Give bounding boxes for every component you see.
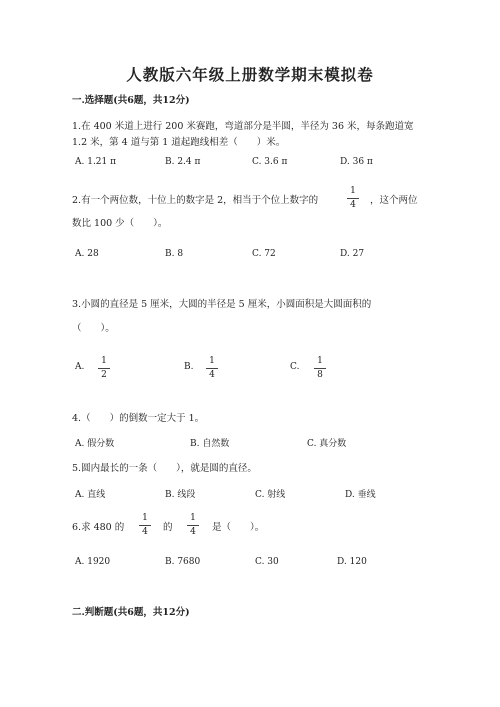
fraction-denominator: 8 bbox=[317, 370, 323, 380]
fraction-bar bbox=[98, 368, 110, 369]
question-4-option-b: B. 自然数 bbox=[190, 439, 230, 449]
fraction-bar bbox=[187, 525, 199, 526]
question-3-option-a-fraction bbox=[97, 356, 111, 381]
question-5-option-d: D. 垂线 bbox=[345, 490, 376, 500]
page-title: 人教版六年级上册数学期末模拟卷 bbox=[126, 65, 374, 84]
question-1-option-b: B. 2.4 π bbox=[165, 157, 201, 167]
fraction-numerator: 1 bbox=[142, 513, 148, 523]
fraction-denominator: 4 bbox=[190, 527, 196, 537]
question-6-option-c: C. 30 bbox=[255, 557, 279, 567]
question-6-middle: 的 bbox=[163, 522, 173, 533]
question-6-suffix: 是（ ）。 bbox=[212, 522, 265, 533]
fraction-numerator: 1 bbox=[209, 356, 215, 366]
question-2-option-a: A. 28 bbox=[75, 249, 99, 259]
fraction-denominator: 4 bbox=[209, 370, 215, 380]
fraction-bar bbox=[206, 368, 218, 369]
question-2-option-d: D. 27 bbox=[340, 249, 365, 259]
question-6-option-b: B. 7680 bbox=[165, 557, 201, 567]
question-4-option-c: C. 真分数 bbox=[307, 439, 347, 449]
fraction-numerator: 1 bbox=[101, 356, 107, 366]
fraction-numerator: 1 bbox=[190, 513, 196, 523]
question-4-option-a: A. 假分数 bbox=[75, 439, 115, 449]
fraction-numerator: 1 bbox=[317, 356, 323, 366]
fraction-denominator: 2 bbox=[101, 370, 107, 380]
section-heading-choice: 一.选择题(共6题，共12分) bbox=[72, 95, 190, 106]
question-2-option-b: B. 8 bbox=[165, 249, 184, 259]
question-6-fraction-2 bbox=[186, 513, 200, 538]
question-5-option-b: B. 线段 bbox=[165, 490, 196, 500]
question-3-option-b-fraction bbox=[205, 356, 219, 381]
question-3-option-b-label: B. bbox=[184, 362, 194, 372]
question-1-option-c: C. 3.6 π bbox=[252, 157, 288, 167]
question-2-line-1-after: ，这个两位 bbox=[370, 195, 418, 206]
question-1-option-a: A. 1.21 π bbox=[75, 157, 117, 167]
question-1-option-d: D. 36 π bbox=[340, 157, 373, 167]
question-3-option-c-label: C. bbox=[290, 362, 300, 372]
question-2-fraction bbox=[346, 186, 360, 211]
question-5-option-c: C. 射线 bbox=[255, 490, 286, 500]
question-4-line-1: 4.（ ）的倒数一定大于 1。 bbox=[72, 413, 205, 424]
question-5-line-1: 5.圆内最长的一条（ ），就是圆的直径。 bbox=[72, 463, 257, 474]
section-heading-judgement: 二.判断题(共6题，共12分) bbox=[72, 607, 190, 618]
question-2-line-2: 数比 100 少（ ）。 bbox=[72, 218, 168, 229]
question-1-line-2: 1.2 米，第 4 道与第 1 道起跑线相差（ ）米。 bbox=[72, 137, 286, 148]
question-6-option-a: A. 1920 bbox=[75, 557, 111, 567]
fraction-denominator: 4 bbox=[142, 527, 148, 537]
question-6-fraction-1 bbox=[138, 513, 152, 538]
question-3-line-2: （ ）。 bbox=[72, 323, 115, 334]
question-5-option-a: A. 直线 bbox=[75, 490, 106, 500]
fraction-bar bbox=[347, 198, 359, 199]
question-6-prefix: 6.求 480 的 bbox=[72, 522, 125, 533]
question-6-option-d: D. 120 bbox=[337, 557, 367, 567]
fraction-bar bbox=[139, 525, 151, 526]
question-2-line-1-before: 2.有一个两位数，十位上的数字是 2，相当于个位上数字的 bbox=[72, 195, 319, 206]
fraction-bar bbox=[314, 368, 326, 369]
question-1-line-1: 1.在 400 米道上进行 200 米赛跑，弯道部分是半圆，半径为 36 米，每条跑道宽 bbox=[72, 121, 414, 132]
question-3-line-1: 3.小圆的直径是 5 厘米，大圆的半径是 5 厘米，小圆面积是大圆面积的 bbox=[72, 299, 372, 310]
question-3-option-a-label: A. bbox=[75, 362, 85, 372]
question-2-option-c: C. 72 bbox=[252, 249, 276, 259]
question-3-option-c-fraction bbox=[313, 356, 327, 381]
fraction-denominator: 4 bbox=[350, 200, 356, 210]
fraction-numerator: 1 bbox=[350, 186, 356, 196]
